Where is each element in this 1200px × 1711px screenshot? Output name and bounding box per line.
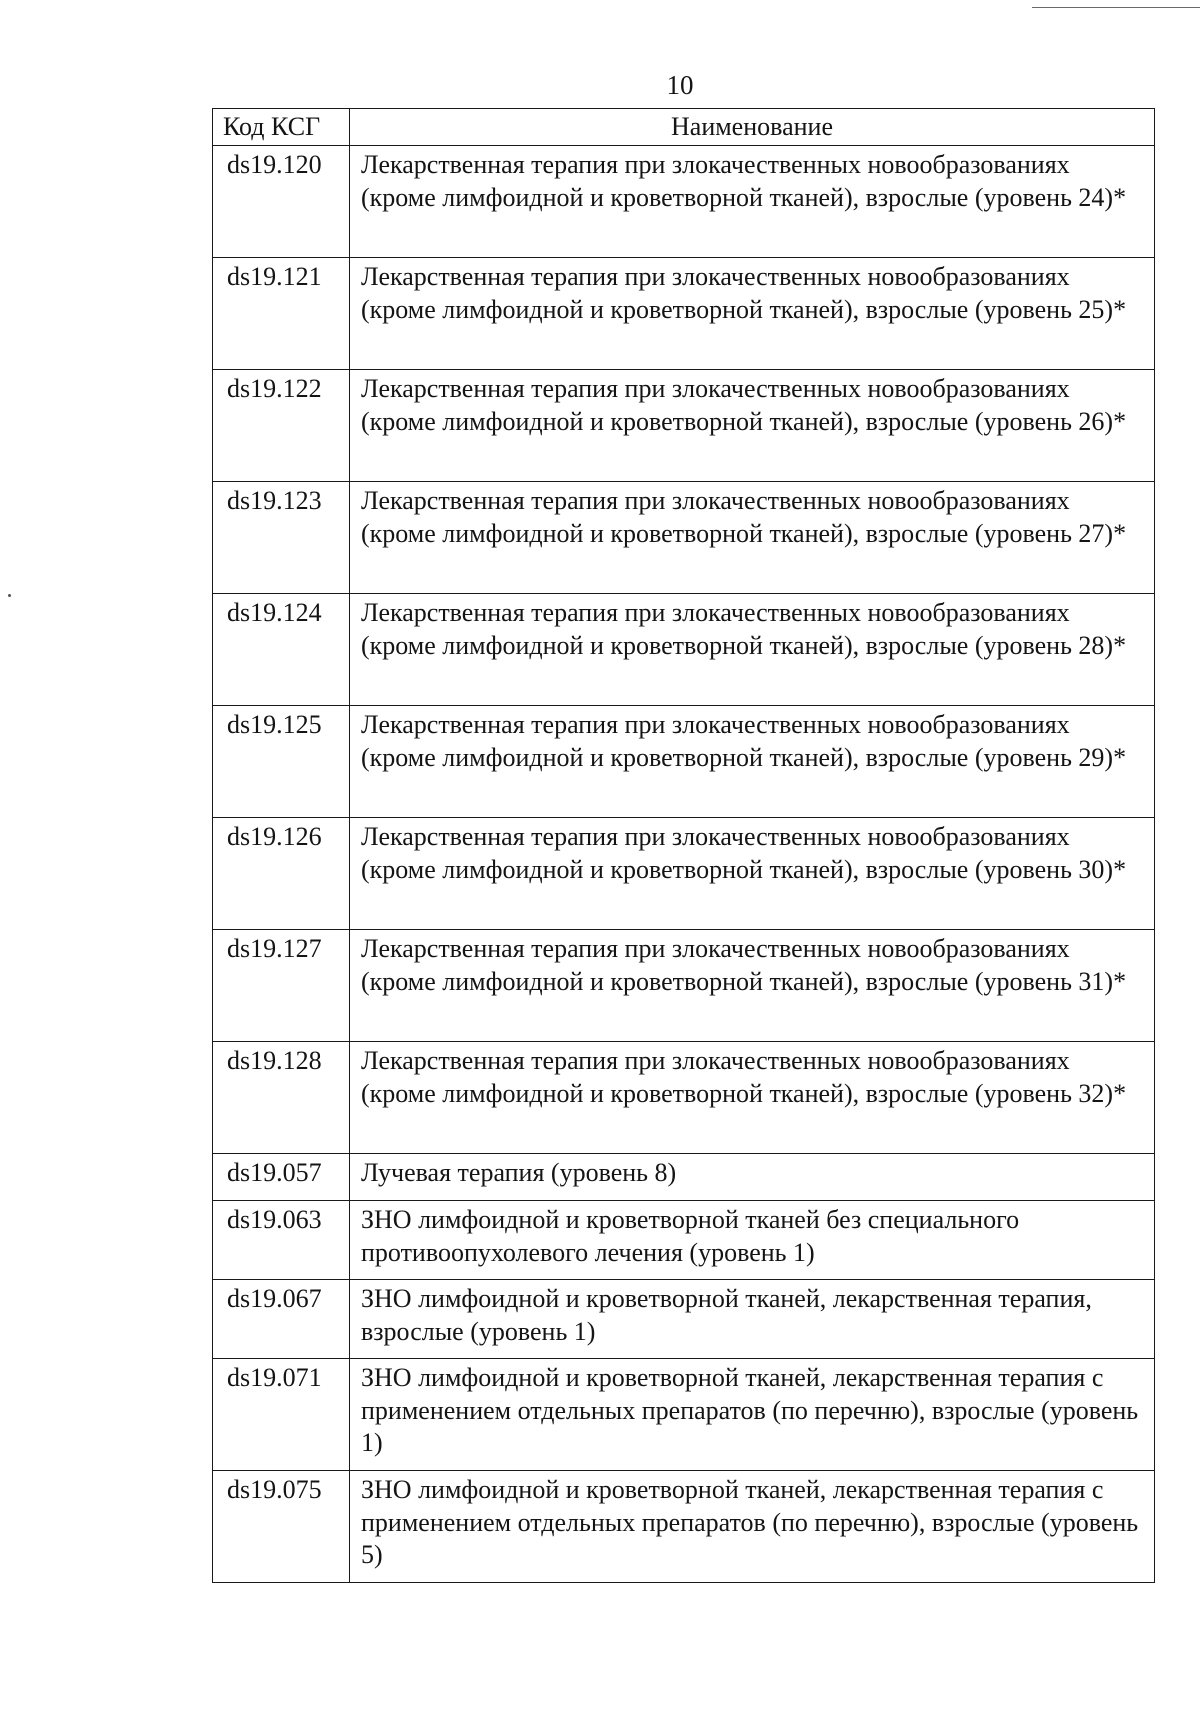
ksg-name-cell: Лекарственная терапия при злокачественных новообразованиях (кроме лимфоидной и кроветворной тканей), взрослые (уровень 29)* (350, 706, 1155, 818)
scan-speck (8, 594, 11, 597)
ksg-code-cell: ds19.121 (213, 258, 350, 370)
ksg-name-cell: ЗНО лимфоидной и кроветворной тканей без специального противоопухолевого лечения (уровень 1) (350, 1201, 1155, 1280)
ksg-code-cell: ds19.123 (213, 482, 350, 594)
table-row (213, 1154, 1155, 1201)
ksg-name-cell: Лекарственная терапия при злокачественных новообразованиях (кроме лимфоидной и кроветворной тканей), взрослые (уровень 25)* (350, 258, 1155, 370)
table-row (213, 594, 1155, 706)
table-header-row (213, 109, 1155, 146)
ksg-code-cell: ds19.063 (213, 1201, 350, 1280)
ksg-code-cell: ds19.128 (213, 1042, 350, 1154)
ksg-name-cell: Лекарственная терапия при злокачественных новообразованиях (кроме лимфоидной и кроветворной тканей), взрослые (уровень 28)* (350, 594, 1155, 706)
table-row (213, 1471, 1155, 1583)
ksg-name-cell: Лекарственная терапия при злокачественных новообразованиях (кроме лимфоидной и кроветворной тканей), взрослые (уровень 24)* (350, 146, 1155, 258)
table-row (213, 1359, 1155, 1471)
table-row (213, 258, 1155, 370)
table-row (213, 482, 1155, 594)
ksg-code-cell: ds19.071 (213, 1359, 350, 1471)
table-row (213, 706, 1155, 818)
table-row (213, 930, 1155, 1042)
table-row (213, 1201, 1155, 1280)
ksg-code-cell: ds19.126 (213, 818, 350, 930)
ksg-code-cell: ds19.125 (213, 706, 350, 818)
ksg-code-cell: ds19.124 (213, 594, 350, 706)
ksg-name-cell: ЗНО лимфоидной и кроветворной тканей, лекарственная терапия, взрослые (уровень 1) (350, 1280, 1155, 1359)
ksg-table (212, 108, 1155, 1583)
ksg-name-cell: Лучевая терапия (уровень 8) (350, 1154, 1155, 1201)
ksg-name-cell: Лекарственная терапия при злокачественных новообразованиях (кроме лимфоидной и кроветворной тканей), взрослые (уровень 27)* (350, 482, 1155, 594)
ksg-code-cell: ds19.075 (213, 1471, 350, 1583)
ksg-name-cell: ЗНО лимфоидной и кроветворной тканей, лекарственная терапия с применением отдельных препаратов (по перечню), взрослые (уровень 1) (350, 1359, 1155, 1471)
table-row (213, 146, 1155, 258)
column-header-code: Код КСГ (213, 109, 350, 146)
ksg-name-cell: Лекарственная терапия при злокачественных новообразованиях (кроме лимфоидной и кроветворной тканей), взрослые (уровень 31)* (350, 930, 1155, 1042)
page-number: 10 (666, 70, 694, 100)
column-header-name: Наименование (350, 109, 1155, 146)
ksg-name-cell: ЗНО лимфоидной и кроветворной тканей, лекарственная терапия с применением отдельных препаратов (по перечню), взрослые (уровень 5) (350, 1471, 1155, 1583)
table-row (213, 370, 1155, 482)
table-row (213, 818, 1155, 930)
ksg-code-cell: ds19.127 (213, 930, 350, 1042)
ksg-name-cell: Лекарственная терапия при злокачественных новообразованиях (кроме лимфоидной и кроветворной тканей), взрослые (уровень 26)* (350, 370, 1155, 482)
ksg-code-cell: ds19.120 (213, 146, 350, 258)
table-row (213, 1280, 1155, 1359)
top-edge-rule (1032, 7, 1200, 8)
table-row (213, 1042, 1155, 1154)
ksg-code-cell: ds19.122 (213, 370, 350, 482)
ksg-code-cell: ds19.057 (213, 1154, 350, 1201)
ksg-name-cell: Лекарственная терапия при злокачественных новообразованиях (кроме лимфоидной и кроветворной тканей), взрослые (уровень 32)* (350, 1042, 1155, 1154)
ksg-name-cell: Лекарственная терапия при злокачественных новообразованиях (кроме лимфоидной и кроветворной тканей), взрослые (уровень 30)* (350, 818, 1155, 930)
ksg-code-cell: ds19.067 (213, 1280, 350, 1359)
